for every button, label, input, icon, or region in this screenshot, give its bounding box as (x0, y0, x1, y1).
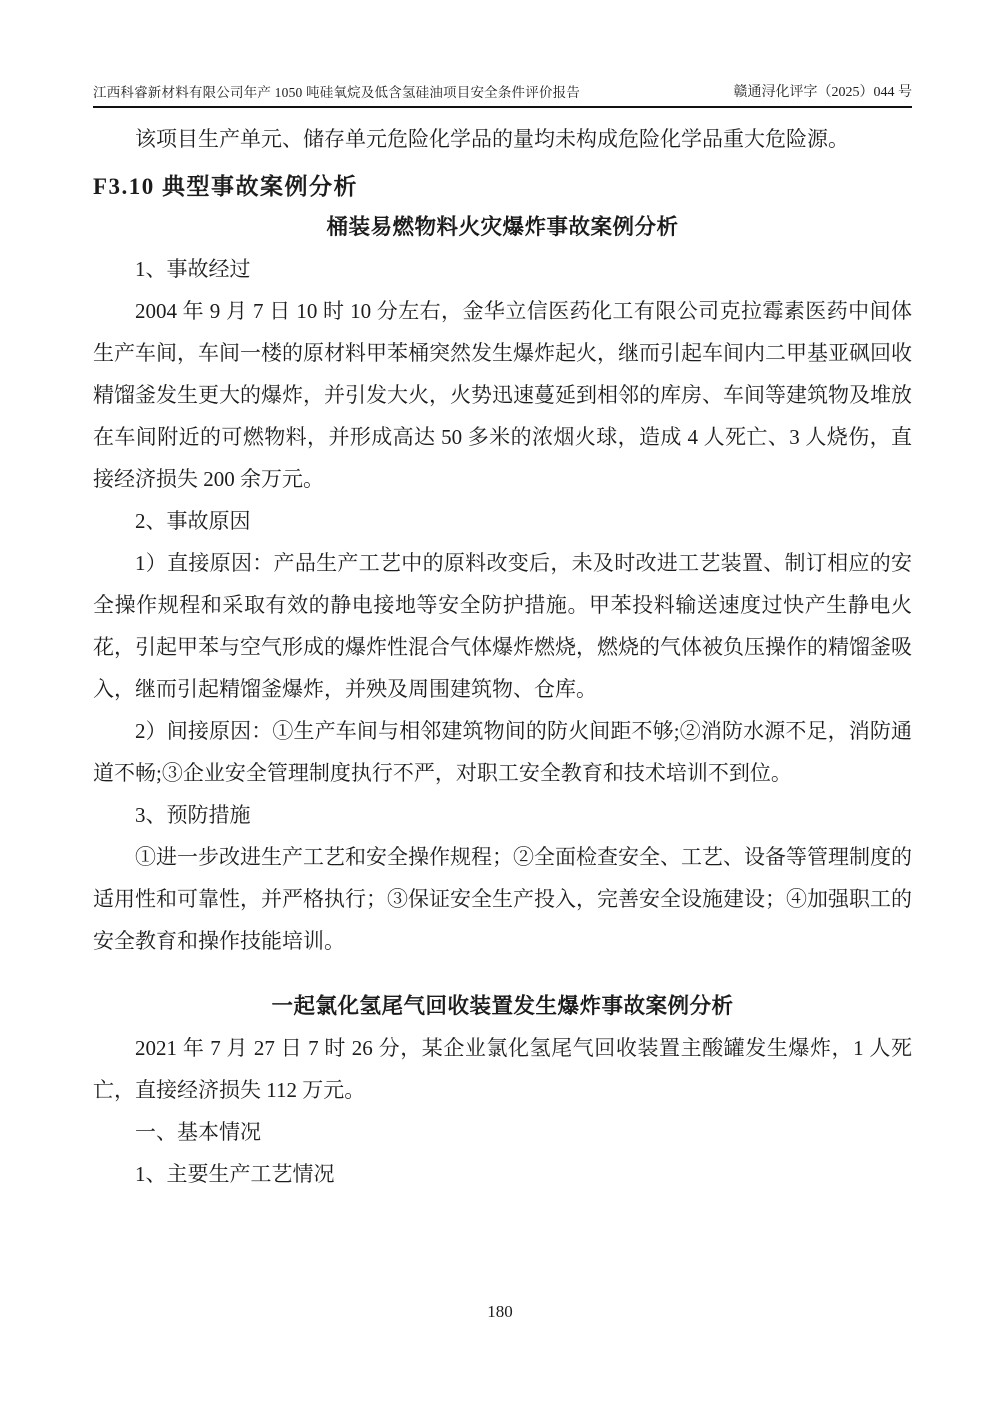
intro-paragraph: 该项目生产单元、储存单元危险化学品的量均未构成危险化学品重大危险源。 (135, 127, 849, 151)
case1-paragraph-prevention: ①进一步改进生产工艺和安全操作规程；②全面检查安全、工艺、设备等管理制度的适用性和可靠性，并严格执行；③保证安全生产投入，完善安全设施建设；④加强职工的安全教育和操作技能培训。 (93, 845, 912, 953)
case1-paragraph-accident-course: 2004 年 9 月 7 日 10 时 10 分左右，金华立信医药化工有限公司克拉霉素医药中间体生产车间，车间一楼的原材料甲苯桶突然发生爆炸起火，继而引起车间内二甲基亚砜回收精馏釜发生更大的爆炸，并引发大火，火势迅速蔓延到相邻的库房、车间等建筑物及堆放在车间附近的可燃物料，并形成高达 50 多米的浓烟火球，造成 4 人死亡、3 人烧伤，直接经济损失 200 余万元。 (93, 299, 912, 491)
case2-heading-process-info: 1、主要生产工艺情况 (135, 1162, 335, 1186)
case2-paragraph-overview: 2021 年 7 月 27 日 7 时 26 分，某企业氯化氢尾气回收装置主酸罐发生爆炸，1 人死亡，直接经济损失 112 万元。 (93, 1036, 912, 1102)
case1-heading-accident-cause: 2、事故原因 (135, 509, 251, 533)
section-heading-f310: F3.10 典型事故案例分析 (93, 174, 359, 199)
case2-title: 一起氯化氢尾气回收装置发生爆炸事故案例分析 (271, 994, 734, 1018)
case2-heading-basic-info: 一、基本情况 (135, 1120, 261, 1144)
case1-title: 桶装易燃物料火灾爆炸事故案例分析 (326, 215, 679, 239)
case1-heading-accident-course: 1、事故经过 (135, 257, 251, 281)
case1-heading-prevention: 3、预防措施 (135, 803, 251, 827)
case1-paragraph-indirect-cause: 2）间接原因：①生产车间与相邻建筑物间的防火间距不够;②消防水源不足，消防通道不畅;③企业安全管理制度执行不严，对职工安全教育和技术培训不到位。 (93, 719, 912, 785)
page-number: 180 (487, 1302, 513, 1321)
header-document-number: 赣通浔化评字（2025）044 号 (733, 85, 912, 100)
page-header (93, 84, 912, 108)
case1-paragraph-direct-cause: 1）直接原因：产品生产工艺中的原料改变后，未及时改进工艺装置、制订相应的安全操作规程和采取有效的静电接地等安全防护措施。甲苯投料输送速度过快产生静电火花，引起甲苯与空气形成的爆炸性混合气体爆炸燃烧，燃烧的气体被负压操作的精馏釜吸入，继而引起精馏釜爆炸，并殃及周围建筑物、仓库。 (93, 551, 912, 701)
document-body (93, 118, 912, 1195)
header-report-title: 江西科睿新材料有限公司年产 1050 吨硅氧烷及低含氢硅油项目安全条件评价报告 (93, 85, 581, 100)
